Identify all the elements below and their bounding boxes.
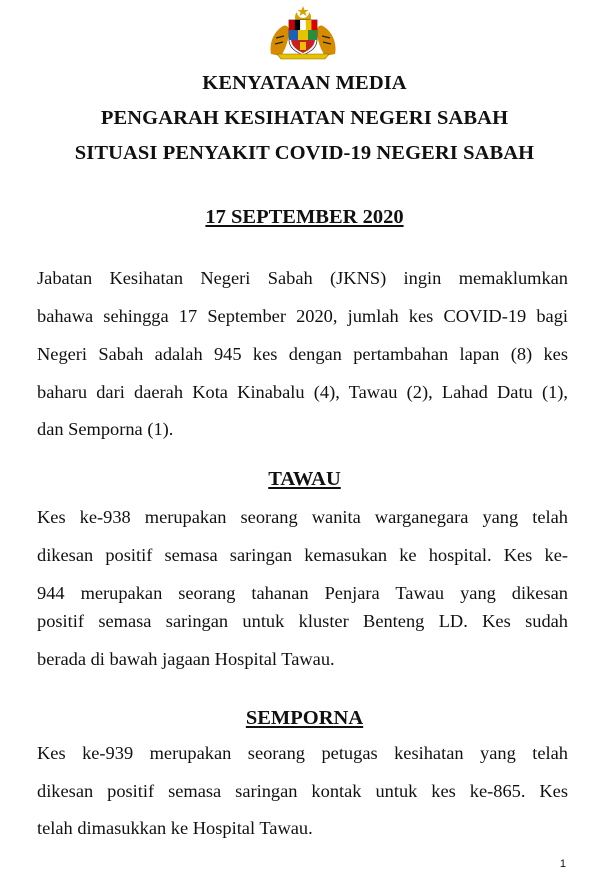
tawau-line: dikesan positif semasa saringan kemasukan ke hospital. Kes ke- — [37, 545, 568, 565]
semporna-line: dikesan positif semasa saringan kontak untuk kes ke-865. Kes — [37, 781, 568, 801]
statement-date: 17 SEPTEMBER 2020 — [205, 206, 404, 228]
semporna-line: Kes ke-939 merupakan seorang petugas kesihatan yang telah — [37, 743, 568, 763]
intro-line: Negeri Sabah adalah 945 kes dengan pertambahan lapan (8) kes — [37, 344, 568, 364]
section-heading-tawau: TAWAU — [268, 468, 341, 490]
section-heading-semporna: SEMPORNA — [245, 707, 364, 729]
semporna-line: telah dimasukkan ke Hospital Tawau. — [37, 818, 313, 838]
title-line-3: SITUASI PENYAKIT COVID-19 NEGERI SABAH — [74, 142, 535, 164]
intro-line: baharu dari daerah Kota Kinabalu (4), Tawau (2), Lahad Datu (1), — [37, 382, 568, 402]
malaysia-coat-of-arms-icon — [263, 4, 343, 60]
title-line-2: PENGARAH KESIHATAN NEGERI SABAH — [100, 107, 509, 129]
tawau-line: Kes ke-938 merupakan seorang wanita warganegara yang telah — [37, 507, 568, 527]
title-line-1: KENYATAAN MEDIA — [202, 72, 407, 94]
page-number: 1 — [559, 858, 566, 870]
tawau-line: 944 merupakan seorang tahanan Penjara Tawau yang dikesan — [37, 583, 568, 603]
tawau-line: berada di bawah jagaan Hospital Tawau. — [37, 649, 335, 669]
tawau-line: positif semasa saringan untuk kluster Benteng LD. Kes sudah — [37, 611, 568, 631]
intro-line: bahawa sehingga 17 September 2020, jumlah kes COVID-19 bagi — [37, 306, 568, 326]
intro-line: Jabatan Kesihatan Negeri Sabah (JKNS) ingin memaklumkan — [37, 268, 568, 288]
intro-line: dan Semporna (1). — [37, 419, 174, 439]
